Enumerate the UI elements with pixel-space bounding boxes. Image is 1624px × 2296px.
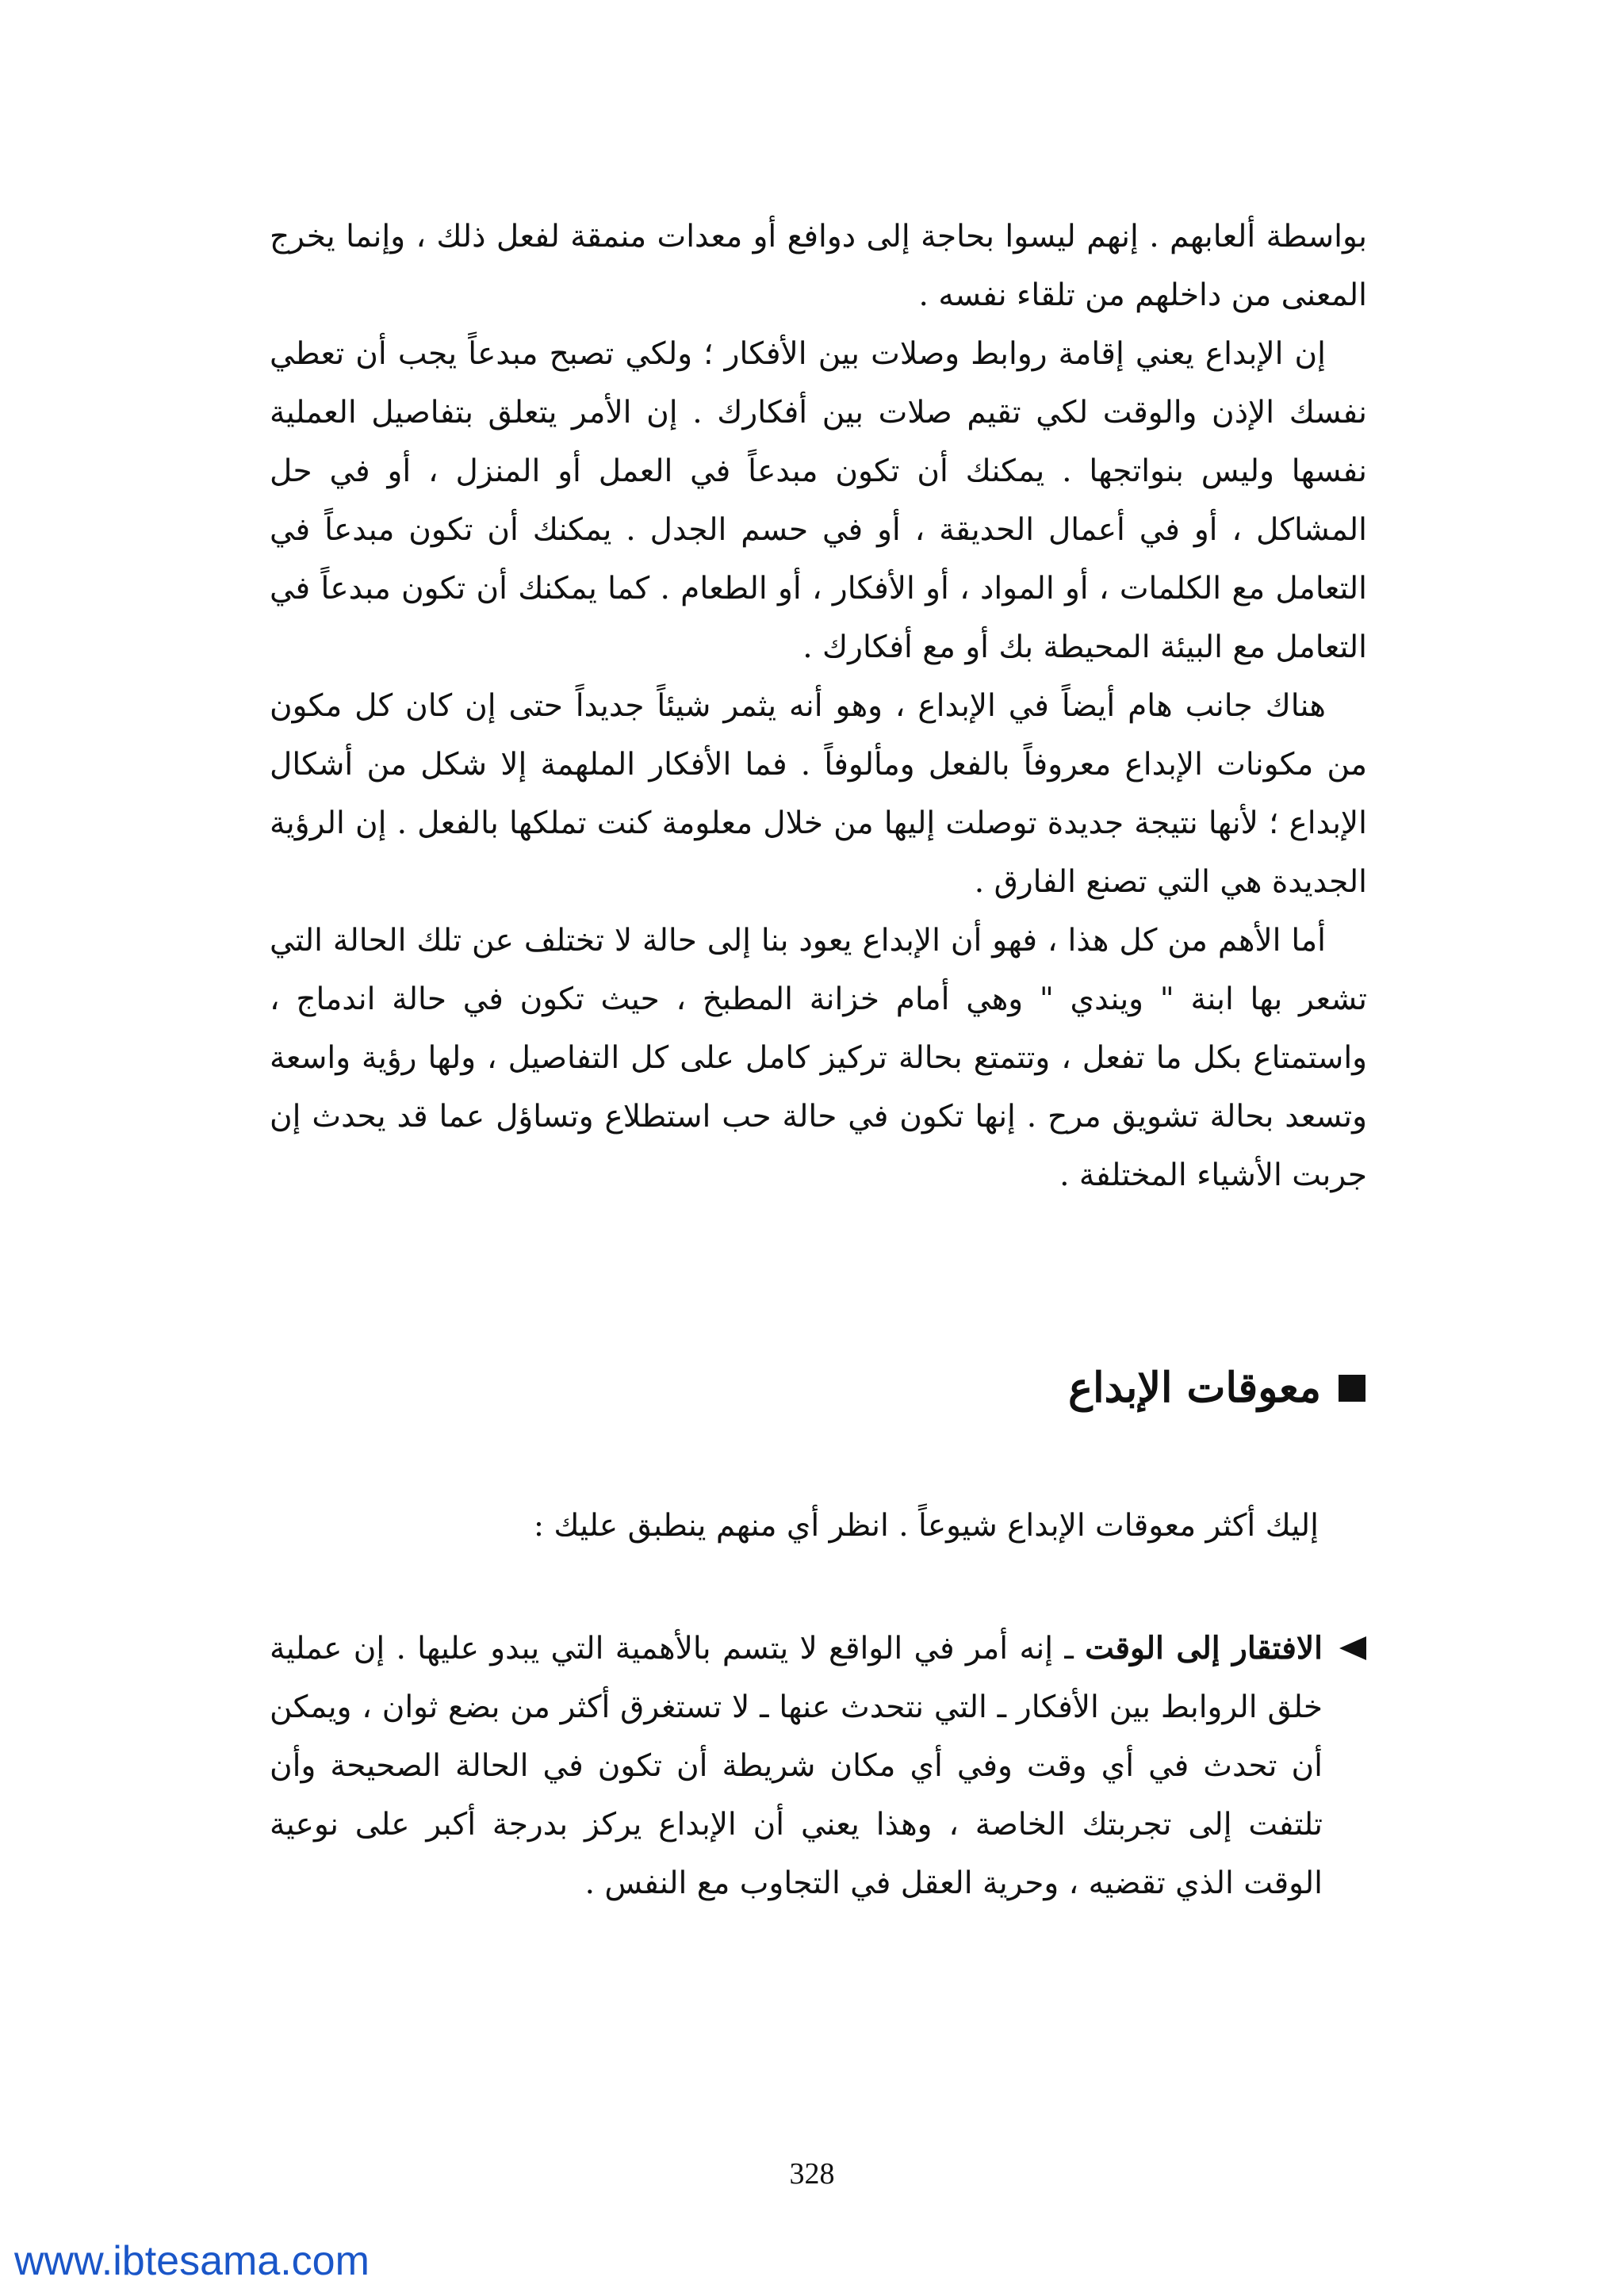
paragraph-2: إن الإبداع يعني إقامة روابط وصلات بين الأفكار ؛ ولكي تصبح مبدعاً يجب أن تعطي نفسك الإذن والوقت لكي تقيم صلات بين أفكارك . إن الأمر يتعلق بتفاصيل العملية نفسها وليس بنواتجها . يمكنك أن تكون مبدعاً في العمل أو المنزل ، أو في حل المشاكل ، أو في أعمال الحديقة ، أو في حسم الجدل . يمكنك أن تكون مبدعاً في التعامل مع الكلمات ، أو المواد ، أو الأفكار ، أو الطعام . كما يمكنك أن تكون مبدعاً في التعامل مع البيئة المحيطة بك أو مع أفكارك . (270, 336, 1367, 665)
black-square-icon (1339, 1375, 1365, 1402)
left-pointing-triangle-icon (1337, 1619, 1369, 1678)
body-text (270, 208, 1367, 1205)
paragraph-4: أما الأهم من كل هذا ، فهو أن الإبداع يعود بنا إلى حالة لا تختلف عن تلك الحالة التي تشعر بها ابنة " ويندي " وهي أمام خزانة المطبخ ، حيث تكون في حالة اندماج ، واستمتاع بكل ما تفعل ، وتتمتع بحالة تركيز كامل على كل التفاصيل ، ولها رؤية واسعة وتسعد بحالة تشويق مرح . إنها تكون في حالة حب استطلاع وتساؤل عما قد يحدث إن جربت الأشياء المختلفة . (270, 923, 1367, 1193)
watermark: www.ibtesama.com (14, 2238, 370, 2284)
section-heading (1068, 1364, 1365, 1412)
paragraph-3: هناك جانب هام أيضاً في الإبداع ، وهو أنه يثمر شيئاً جديداً حتى إن كان كل مكون من مكونات الإبداع معروفاً بالفعل ومألوفاً . فما الأفكار الملهمة إلا شكل من أشكال الإبداع ؛ لأنها نتيجة جديدة توصلت إليها من خلال معلومة كنت تملكها بالفعل . إن الرؤية الجديدة هي التي تصنع الفارق . (270, 688, 1367, 900)
paragraph-1: بواسطة ألعابهم . إنهم ليسوا بحاجة إلى دوافع أو معدات منمقة لفعل ذلك ، وإنما يخرج المعنى من داخلهم من تلقاء نفسه . (270, 219, 1367, 313)
bullet-item (270, 1619, 1369, 1913)
bullet-paragraph (270, 1619, 1323, 1913)
section-heading-text: معوقات الإبداع (1068, 1364, 1321, 1412)
page-number: 328 (789, 2157, 835, 2191)
bullet-term: الافتقار إلى الوقت (1085, 1630, 1323, 1667)
intro-text: إليك أكثر معوقات الإبداع شيوعاً . انظر أي منهم ينطبق عليك : (533, 1508, 1319, 1544)
bullet-body: ـ إنه أمر في الواقع لا يتسم بالأهمية التي يبدو عليها . إن عملية خلق الروابط بين الأفكار ـ التي نتحدث عنها ـ لا تستغرق أكثر من بضع ثوان ، ويمكن أن تحدث في أي وقت وفي أي مكان شريطة أن تكون في الحالة الصحيحة وأن تلتفت إلى تجربتك الخاصة ، وهذا يعني أن الإبداع يركز بدرجة أكبر على نوعية الوقت الذي تقضيه ، وحرية العقل في التجاوب مع النفس . (270, 1631, 1323, 1901)
